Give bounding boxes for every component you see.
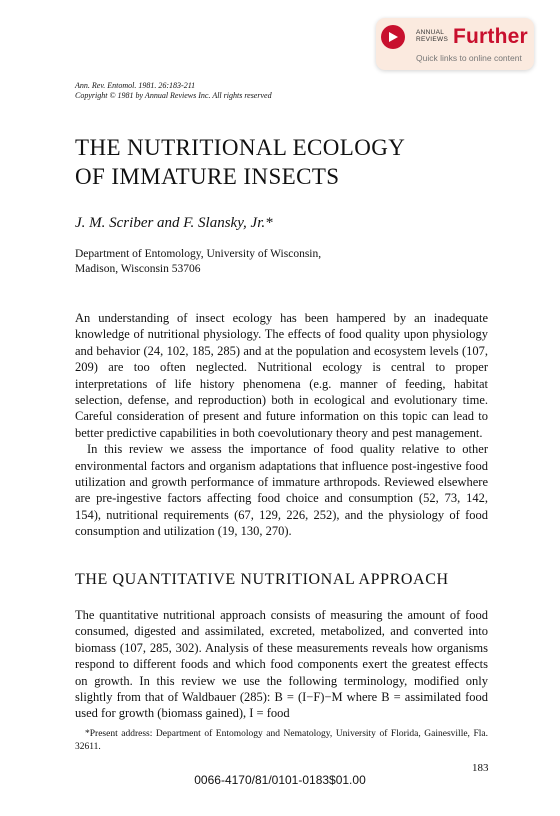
authors: J. M. Scriber and F. Slansky, Jr.* xyxy=(75,215,273,231)
annual-reviews-further-badge[interactable] xyxy=(376,18,534,70)
affiliation-line-1: Department of Entomology, University of Wisconsin, xyxy=(75,248,322,260)
speaker-play-icon xyxy=(381,25,405,49)
badge-subtitle[interactable]: Quick links to online content xyxy=(416,53,522,63)
approach-section xyxy=(75,607,488,722)
approach-paragraph: The quantitative nutritional approach consists of measuring the amount of food consumed, digested and assimilated, excreted, metabolized, and converted into biomass (107, 285, 302). Analysis of these measurements reveals how organisms respond to different foods and which food components exert the greatest effects on growth. In this review we use the following terminology, modified only slightly from that of Waldbauer (285): B = (I−F)−M where B = assimilated food used for growth (biomass gained), I = food xyxy=(75,608,488,721)
page-number: 183 xyxy=(472,762,489,774)
title-line-2: OF IMMATURE INSECTS xyxy=(75,164,340,189)
footnote-text: *Present address: Department of Entomology and Nematology, University of Florida, Gainesville, Fla. 32611. xyxy=(75,729,488,752)
footnote xyxy=(75,728,488,754)
citation xyxy=(75,81,272,101)
journal-citation: Ann. Rev. Entomol. 1981. 26:183-211 xyxy=(75,81,196,90)
copyright-line: Copyright © 1981 by Annual Reviews Inc. All rights reserved xyxy=(75,91,272,100)
title-line-1: THE NUTRITIONAL ECOLOGY xyxy=(75,135,406,160)
intro-section xyxy=(75,310,488,540)
section-heading: THE QUANTITATIVE NUTRITIONAL APPROACH xyxy=(75,571,449,588)
brand-bottom: REVIEWS xyxy=(416,36,449,43)
annual-reviews-brand xyxy=(416,29,448,43)
article-title xyxy=(75,133,405,191)
brand-top: ANNUAL xyxy=(416,29,445,36)
intro-paragraph: An understanding of insect ecology has been hampered by an inadequate knowledge of nutritional physiology. The effects of food quality upon physiology and behavior (24, 102, 185, 285) and at the population and ecosystem levels (107, 209) are too often neglected. Nutritional ecology is central to proper interpretations of life history phenomena (e.g. manner of feeding, habitat selection, defense, and reproduction) both in ecological and evolutionary time. Careful consideration of present and future information on this topic can lead to better predictive capabilities in both coevolutionary theory and pest management. xyxy=(75,311,488,440)
affiliation xyxy=(75,247,321,277)
further-label: Further xyxy=(453,25,528,48)
price-code: 0066-4170/81/0101-0183$01.00 xyxy=(194,773,366,787)
review-paragraph: In this review we assess the importance of food quality relative to other environmental factors and organism adaptations that influence post-ingestive food utilization and growth performance of immature arthropods. Reviewed elsewhere are pre-ingestive factors affecting food choice and consumption (52, 73, 142, 154), nutritional requirements (67, 129, 226, 252), and the physiology of food consumption and utilization (19, 130, 270). xyxy=(75,442,488,539)
affiliation-line-2: Madison, Wisconsin 53706 xyxy=(75,263,201,275)
